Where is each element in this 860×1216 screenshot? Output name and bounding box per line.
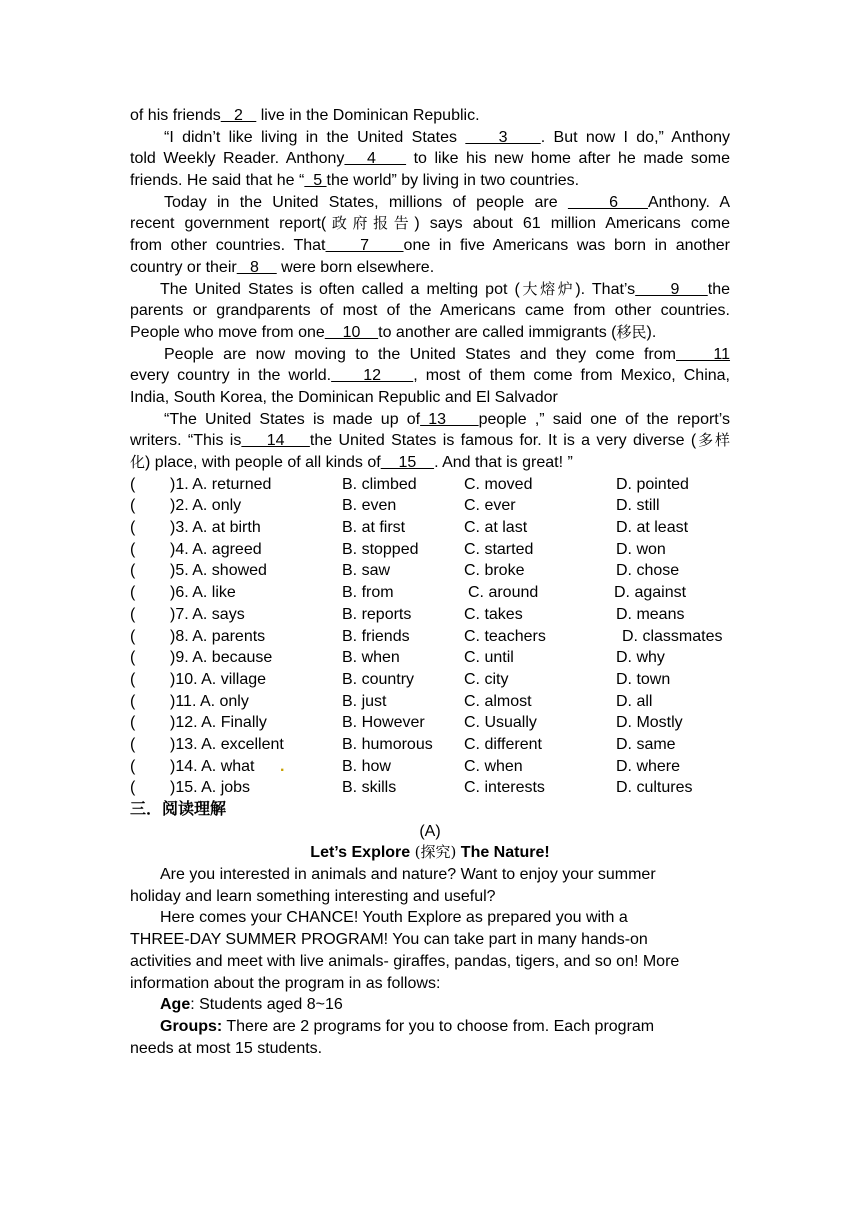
option-row bbox=[130, 756, 730, 778]
passage-label: (A) bbox=[419, 822, 441, 840]
reading-line: activities and meet with live animals- giraffes, pandas, tigers, and so on! More bbox=[130, 952, 680, 970]
option-d: D. means bbox=[616, 605, 685, 623]
passage-line bbox=[130, 322, 730, 344]
passage-text: parents or grandparents of most of the Americans came from other countries. bbox=[130, 302, 730, 320]
passage-line bbox=[130, 257, 730, 279]
passage-text: . But now I do,” Anthony bbox=[540, 128, 731, 146]
passage-line bbox=[130, 148, 730, 170]
reading-title bbox=[130, 842, 730, 864]
passage-text: the United States is famous for. It is a very diverse ( bbox=[309, 432, 697, 450]
option-a: )2. A. only bbox=[170, 497, 242, 515]
option-c: C. different bbox=[464, 735, 542, 753]
groups-text: There are 2 programs for you to choose from. Each program bbox=[222, 1017, 655, 1035]
chinese-gloss: 大熔炉 bbox=[519, 279, 576, 298]
option-a: )15. A. jobs bbox=[170, 779, 251, 797]
option-c: C. moved bbox=[464, 475, 533, 493]
passage-text: People who move from one bbox=[130, 323, 325, 341]
option-b: B. reports bbox=[342, 605, 412, 623]
blank-11: 11 bbox=[676, 345, 731, 363]
passage-text: ). That’s bbox=[575, 280, 636, 298]
option-a: )5. A. showed bbox=[170, 562, 267, 580]
option-c: C. city bbox=[464, 670, 509, 688]
answer-paren[interactable]: ( bbox=[130, 779, 136, 797]
option-b: B. skills bbox=[342, 779, 397, 797]
option-c: C. interests bbox=[464, 779, 545, 797]
passage-line bbox=[130, 387, 730, 409]
answer-paren[interactable]: ( bbox=[130, 497, 136, 515]
passage-text: of his friends bbox=[130, 107, 221, 124]
option-d: D. pointed bbox=[616, 475, 689, 493]
option-c: C. takes bbox=[464, 605, 523, 623]
passage-text: Anthony. A bbox=[647, 193, 730, 211]
reading-line: Here comes your CHANCE! Youth Explore as prepared you with a bbox=[160, 909, 628, 927]
option-d: D. same bbox=[616, 735, 676, 753]
blank-9: 9 bbox=[635, 280, 708, 298]
option-a: )1. A. returned bbox=[170, 475, 272, 493]
reading-line: Are you interested in animals and nature? Want to enjoy your summer bbox=[160, 866, 656, 884]
answer-paren[interactable]: ( bbox=[130, 757, 136, 775]
answer-paren[interactable]: ( bbox=[130, 519, 136, 537]
option-row bbox=[130, 560, 730, 582]
option-a: )9. A. because bbox=[170, 649, 273, 667]
answer-paren[interactable]: ( bbox=[130, 649, 136, 667]
option-d: D. still bbox=[616, 497, 660, 515]
option-d: D. against bbox=[614, 584, 687, 602]
option-d: D. at least bbox=[616, 519, 689, 537]
passage-text: Today in the United States, millions of people are bbox=[164, 193, 568, 211]
chinese-gloss: 移民 bbox=[616, 322, 647, 341]
option-d: D. cultures bbox=[616, 779, 693, 797]
age-line bbox=[130, 994, 730, 1016]
option-b: B. saw bbox=[342, 562, 391, 580]
blank-2: 2 bbox=[220, 107, 257, 124]
option-c: C. ever bbox=[464, 497, 516, 515]
option-b: B. country bbox=[342, 670, 415, 688]
groups-label: Groups: bbox=[160, 1017, 223, 1035]
passage-text: writers. “This is bbox=[130, 432, 242, 450]
option-a: )3. A. at birth bbox=[170, 519, 261, 537]
option-a: )14. A. what bbox=[170, 757, 255, 775]
passage-text: . And that is great! ” bbox=[434, 454, 573, 471]
option-row bbox=[130, 626, 730, 648]
passage-line bbox=[130, 430, 730, 452]
passage-text: friends. He said that he “ bbox=[130, 172, 305, 190]
passage-text: the world” by living in two countries. bbox=[326, 172, 580, 190]
blank-10: 10 bbox=[324, 323, 379, 341]
option-b: B. at first bbox=[342, 519, 406, 537]
option-row bbox=[130, 539, 730, 561]
option-b: B. how bbox=[342, 757, 391, 775]
option-c: C. broke bbox=[464, 562, 525, 580]
answer-paren[interactable]: ( bbox=[130, 562, 136, 580]
option-row bbox=[130, 495, 730, 517]
passage-line bbox=[130, 127, 730, 149]
blank-12: 12 bbox=[331, 367, 414, 385]
passage-line bbox=[130, 452, 730, 474]
option-c: C. at last bbox=[464, 519, 528, 537]
option-b: B. humorous bbox=[342, 735, 433, 753]
option-row bbox=[130, 582, 730, 604]
option-row bbox=[130, 669, 730, 691]
passage-text: recent government report( bbox=[130, 215, 327, 233]
passage-line bbox=[130, 213, 730, 235]
title-part: Let’s Explore bbox=[310, 844, 415, 862]
document-content bbox=[130, 105, 730, 1059]
passage-line bbox=[130, 235, 730, 257]
option-d: D. classmates bbox=[622, 627, 723, 645]
passage-text: every country in the world. bbox=[130, 367, 332, 385]
passage-text: the bbox=[707, 280, 730, 298]
option-row bbox=[130, 604, 730, 626]
option-c: C. when bbox=[464, 757, 523, 775]
option-d: D. where bbox=[616, 757, 681, 775]
option-d: D. all bbox=[616, 692, 653, 710]
blank-7: 7 bbox=[325, 237, 404, 255]
option-a: )12. A. Finally bbox=[170, 714, 267, 732]
answer-paren[interactable]: ( bbox=[130, 670, 136, 688]
passage-line bbox=[130, 344, 730, 366]
option-b: B. stopped bbox=[342, 540, 419, 558]
reading-line: holiday and learn something interesting and useful? bbox=[130, 887, 496, 905]
reading-line: needs at most 15 students. bbox=[130, 1039, 323, 1057]
blank-5: 5 bbox=[304, 172, 327, 190]
chinese-gloss: 政府报告 bbox=[326, 214, 415, 233]
passage-line bbox=[130, 192, 730, 214]
option-a: )10. A. village bbox=[170, 670, 267, 688]
passage-text: to another are called immigrants ( bbox=[378, 323, 617, 341]
passage-text: told Weekly Reader. Anthony bbox=[130, 150, 345, 168]
passage-text: “The United States is made up of bbox=[164, 410, 421, 428]
answer-paren[interactable]: ( bbox=[130, 692, 136, 710]
passage-text: The United States is often called a melting pot ( bbox=[160, 280, 520, 298]
option-row bbox=[130, 647, 730, 669]
groups-line bbox=[130, 1016, 730, 1038]
passage-text: ) place, with people of all kinds of bbox=[145, 454, 381, 471]
blank-14: 14 bbox=[241, 432, 310, 450]
answer-paren[interactable]: ( bbox=[130, 714, 136, 732]
option-b: B. However bbox=[342, 714, 425, 732]
blank-15: 15 bbox=[380, 454, 435, 471]
passage-text: , most of them come from Mexico, China, bbox=[413, 367, 731, 385]
option-b: B. climbed bbox=[342, 475, 417, 493]
reading-line: information about the program in as follows: bbox=[130, 974, 441, 992]
option-c: C. almost bbox=[464, 692, 532, 710]
passage-line bbox=[130, 365, 730, 387]
option-a: )11. A. only bbox=[170, 692, 249, 710]
reading-line: THREE-DAY SUMMER PROGRAM! You can take part in many hands-on bbox=[130, 931, 648, 949]
passage-text: ). bbox=[646, 323, 657, 341]
option-row bbox=[130, 712, 730, 734]
passage-text: from other countries. That bbox=[130, 237, 326, 255]
title-part: The Nature! bbox=[456, 844, 550, 862]
option-b: B. friends bbox=[342, 627, 410, 645]
blank-4: 4 bbox=[344, 150, 407, 168]
passage-line bbox=[130, 170, 730, 192]
passage-line bbox=[130, 409, 730, 431]
answer-paren[interactable]: ( bbox=[130, 584, 136, 602]
option-c: C. started bbox=[464, 540, 534, 558]
option-d: D. won bbox=[616, 540, 666, 558]
passage-line bbox=[130, 105, 730, 127]
answer-paren[interactable]: ( bbox=[130, 475, 136, 493]
answer-paren[interactable]: ( bbox=[130, 627, 136, 645]
option-a: )8. A. parents bbox=[170, 627, 266, 645]
option-row bbox=[130, 691, 730, 713]
section-title: 三．阅读理解 bbox=[130, 801, 227, 818]
option-d: D. chose bbox=[616, 562, 680, 580]
passage-text: India, South Korea, the Dominican Republic and El Salvador bbox=[130, 388, 558, 406]
passage-text: to like his new home after he made some bbox=[406, 150, 731, 168]
blank-13: 13 bbox=[420, 410, 479, 428]
passage-text: one in five Americans was born in another bbox=[403, 237, 730, 255]
option-b: B. when bbox=[342, 649, 400, 667]
option-c: C. Usually bbox=[464, 714, 537, 732]
passage-text: live in the Dominican Republic. bbox=[256, 107, 480, 124]
passage-text: were born elsewhere. bbox=[276, 258, 435, 276]
blank-3: 3 bbox=[465, 128, 541, 146]
option-d: D. town bbox=[616, 670, 671, 688]
options-list bbox=[130, 474, 730, 799]
passage-text: country or their bbox=[130, 258, 237, 276]
option-row bbox=[130, 734, 730, 756]
option-row bbox=[130, 474, 730, 496]
option-c: C. until bbox=[464, 649, 514, 667]
option-a: )13. A. excellent bbox=[170, 735, 284, 753]
option-b: B. from bbox=[342, 584, 394, 602]
option-d: D. Mostly bbox=[616, 714, 683, 732]
blank-6: 6 bbox=[567, 193, 648, 211]
chinese-gloss: 多样 bbox=[696, 431, 731, 450]
stray-dot: . bbox=[280, 757, 285, 775]
passage-text: ) says about 61 million Americans come bbox=[414, 215, 730, 233]
answer-paren[interactable]: ( bbox=[130, 605, 136, 623]
passage-line bbox=[130, 279, 730, 301]
option-a: )7. A. says bbox=[170, 605, 245, 623]
option-b: B. just bbox=[342, 692, 387, 710]
age-label: Age bbox=[160, 996, 191, 1014]
passage-text: People are now moving to the United States and they come from bbox=[164, 345, 676, 363]
answer-paren[interactable]: ( bbox=[130, 540, 136, 558]
option-c: C. around bbox=[468, 584, 539, 602]
option-b: B. even bbox=[342, 497, 397, 515]
chinese-gloss: (探究) bbox=[414, 843, 457, 862]
option-row bbox=[130, 777, 730, 799]
answer-paren[interactable]: ( bbox=[130, 735, 136, 753]
option-a: )6. A. like bbox=[170, 584, 236, 602]
blank-8: 8 bbox=[236, 258, 277, 276]
passage-line bbox=[130, 300, 730, 322]
passage-text: people ,” said one of the report’s bbox=[478, 410, 731, 428]
option-row bbox=[130, 517, 730, 539]
option-c: C. teachers bbox=[464, 627, 546, 645]
option-d: D. why bbox=[616, 649, 665, 667]
option-a: )4. A. agreed bbox=[170, 540, 262, 558]
age-text: : Students aged 8~16 bbox=[190, 996, 343, 1014]
passage-text: “I didn’t like living in the United States bbox=[164, 128, 466, 146]
chinese-gloss: 化 bbox=[130, 453, 146, 471]
